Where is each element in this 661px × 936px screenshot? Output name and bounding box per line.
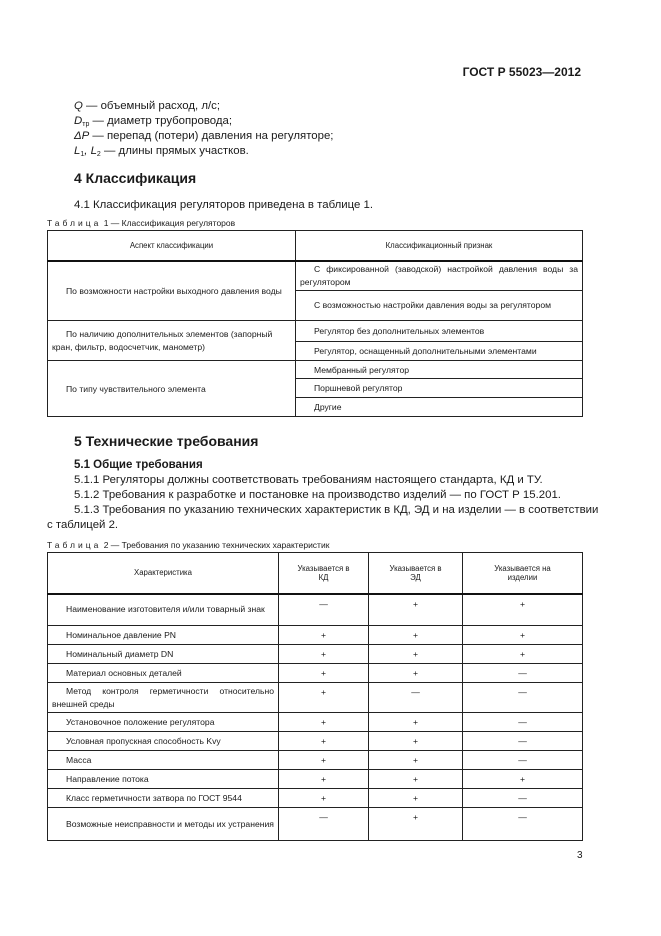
ed-cell: + [369, 732, 463, 751]
item-cell: — [463, 751, 583, 770]
characteristic-cell: Масса [48, 751, 279, 770]
table-row [48, 808, 583, 841]
table-1-sign: Регулятор, оснащенный дополнительными элементами [296, 342, 583, 361]
definition-d: $D_{тр}$ — диаметр трубопровода; [74, 115, 233, 128]
table-row [48, 770, 583, 789]
table-1-header-aspect: Аспект классификации [48, 231, 296, 261]
table-1-aspect: По типу чувствительного элемента [48, 361, 296, 417]
table-row [48, 594, 583, 626]
table-1-aspect: По возможности настройки выходного давления воды [48, 261, 296, 321]
paragraph-5-1-3-cont: с таблицей 2. [47, 519, 119, 531]
table-2-header-characteristic: Характеристика [48, 553, 279, 594]
characteristic-cell: Установочное положение регулятора [48, 713, 279, 732]
ed-cell: + [369, 808, 463, 841]
definition-l: $L_1$, $L_2$ — длины прямых участков. [74, 145, 249, 158]
item-cell: — [463, 664, 583, 683]
characteristic-cell: Метод контроля герметичности относительно внешней среды [48, 683, 279, 713]
kd-cell: + [279, 789, 369, 808]
table-row [48, 645, 583, 664]
table-1-sign: С фиксированной (заводской) настройкой давления воды за регулятором [296, 261, 583, 291]
definition-q: Q — объемный расход, л/с; [74, 100, 221, 112]
item-cell: + [463, 626, 583, 645]
page-number: 3 [577, 850, 583, 861]
kd-cell: + [279, 713, 369, 732]
table-2-header-kd: Указывается в КД [279, 553, 369, 594]
kd-cell: + [279, 683, 369, 713]
table-row [48, 713, 583, 732]
ed-cell: + [369, 645, 463, 664]
item-cell: + [463, 594, 583, 626]
table-row [48, 683, 583, 713]
table-1-sign: Другие [296, 398, 583, 417]
table-row [48, 664, 583, 683]
table-1-sign: С возможностью настройки давления воды за регулятором [296, 291, 583, 321]
ed-cell: + [369, 664, 463, 683]
kd-cell: + [279, 770, 369, 789]
paragraph-5-1-3: 5.1.3 Требования по указанию технических характеристик в КД, ЭД и на изделии — в соответствии [74, 504, 599, 516]
table-row [48, 789, 583, 808]
characteristic-cell: Возможные неисправности и методы их устранения [48, 808, 279, 841]
item-cell: — [463, 789, 583, 808]
table-2-caption: Таблица 2 — Требования по указанию технических характеристик [47, 540, 330, 550]
definition-dp: ΔP — перепад (потери) давления на регуляторе; [74, 130, 334, 142]
ed-cell: + [369, 713, 463, 732]
table-1-header-sign: Классификационный признак [296, 231, 583, 261]
characteristic-cell: Материал основных деталей [48, 664, 279, 683]
table-1-classification [47, 230, 583, 417]
characteristic-cell: Условная пропускная способность Kvy [48, 732, 279, 751]
item-cell: — [463, 683, 583, 713]
section-5-title: 5 Технические требования [74, 433, 259, 449]
item-cell: — [463, 732, 583, 751]
table-row [48, 626, 583, 645]
ed-cell: + [369, 751, 463, 770]
table-row [48, 732, 583, 751]
paragraph-4-1: 4.1 Классификация регуляторов приведена в таблице 1. [74, 199, 373, 211]
item-cell: + [463, 645, 583, 664]
document-id: ГОСТ Р 55023—2012 [462, 65, 581, 79]
kd-cell: + [279, 732, 369, 751]
item-cell: + [463, 770, 583, 789]
ed-cell: + [369, 789, 463, 808]
characteristic-cell: Направление потока [48, 770, 279, 789]
ed-cell: + [369, 594, 463, 626]
characteristic-cell: Номинальный диаметр DN [48, 645, 279, 664]
table-1-sign: Регулятор без дополнительных элементов [296, 321, 583, 342]
table-2-header-item: Указывается на изделии [463, 553, 583, 594]
subsection-5-1-title: 5.1 Общие требования [74, 459, 203, 471]
kd-cell: — [279, 594, 369, 626]
section-4-title: 4 Классификация [74, 170, 197, 186]
characteristic-cell: Номинальное давление PN [48, 626, 279, 645]
table-row [48, 751, 583, 770]
item-cell: — [463, 808, 583, 841]
table-1-sign: Поршневой регулятор [296, 379, 583, 398]
table-1-sign: Мембранный регулятор [296, 361, 583, 379]
paragraph-5-1-2: 5.1.2 Требования к разработке и постановке на производство изделий — по ГОСТ Р 15.201. [74, 489, 561, 501]
kd-cell: + [279, 664, 369, 683]
table-2-requirements [47, 552, 583, 841]
table-1-aspect: По наличию дополнительных элементов (запорный кран, фильтр, водосчетчик, манометр) [48, 321, 296, 361]
kd-cell: + [279, 751, 369, 770]
paragraph-5-1-1: 5.1.1 Регуляторы должны соответствовать требованиям настоящего стандарта, КД и ТУ. [74, 474, 543, 486]
table-2-header-ed: Указывается в ЭД [369, 553, 463, 594]
ed-cell: + [369, 770, 463, 789]
kd-cell: + [279, 645, 369, 664]
characteristic-cell: Наименование изготовителя и/или товарный знак [48, 594, 279, 626]
ed-cell: — [369, 683, 463, 713]
characteristic-cell: Класс герметичности затвора по ГОСТ 9544 [48, 789, 279, 808]
table-1-caption: Таблица 1 — Классификация регуляторов [47, 218, 236, 228]
ed-cell: + [369, 626, 463, 645]
item-cell: — [463, 713, 583, 732]
kd-cell: — [279, 808, 369, 841]
kd-cell: + [279, 626, 369, 645]
